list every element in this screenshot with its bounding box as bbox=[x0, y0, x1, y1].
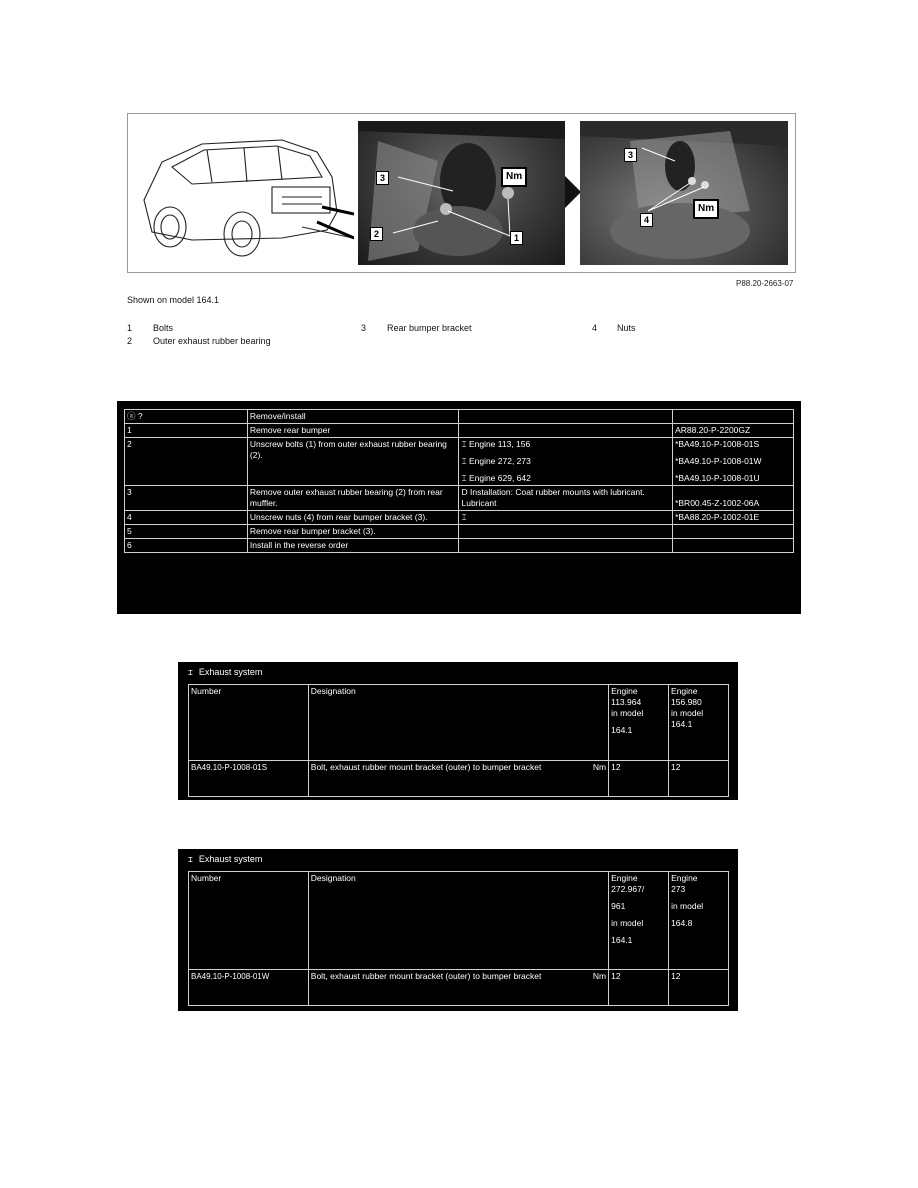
ref-link[interactable]: *BA49.10-P-1008-01W bbox=[675, 456, 762, 466]
step-ref[interactable]: AR88.20-P-2200GZ bbox=[673, 424, 794, 438]
step-number: 1 bbox=[125, 424, 248, 438]
legend-text-1: Bolts bbox=[153, 323, 174, 333]
col-designation: Designation bbox=[308, 685, 608, 761]
torque-number: BA49.10-P-1008-01S bbox=[189, 761, 309, 797]
note-installation: D Installation: Coat rubber mounts with lubricant. bbox=[461, 487, 645, 497]
step-ref[interactable]: *BA88.20-P-1002-01E bbox=[673, 511, 794, 525]
legend-num-3: 3 bbox=[361, 323, 367, 333]
step-notes bbox=[459, 438, 673, 486]
header-cell-title: Remove/install bbox=[247, 410, 459, 424]
step-number: 3 bbox=[125, 486, 248, 511]
step-number: 4 bbox=[125, 511, 248, 525]
torque-unit: Nm bbox=[592, 971, 607, 981]
step-number: 2 bbox=[125, 438, 248, 486]
header-cell-refs bbox=[673, 410, 794, 424]
step-action: Remove rear bumper bracket (3). bbox=[247, 525, 459, 539]
note-engine-c: ⌶ Engine 629, 642 bbox=[461, 473, 531, 483]
header-cell-icon: ⓐ ? bbox=[125, 410, 248, 424]
table-row bbox=[125, 486, 794, 511]
torque-value-b: 12 bbox=[669, 761, 729, 797]
table-row bbox=[125, 511, 794, 525]
ref-link[interactable]: *BA49.10-P-1008-01S bbox=[675, 439, 760, 449]
torque-unit: Nm bbox=[592, 762, 607, 772]
legend-text-3: Rear bumper bracket bbox=[387, 323, 472, 333]
nm-label: Nm bbox=[501, 167, 527, 187]
procedure-table-panel bbox=[117, 401, 801, 614]
step-notes bbox=[459, 539, 673, 553]
step-action: Install in the reverse order bbox=[247, 539, 459, 553]
step-notes bbox=[459, 525, 673, 539]
torque-table-panel-2 bbox=[178, 849, 738, 1011]
torque-table-title: ⌶ Exhaust system bbox=[188, 854, 263, 864]
note-engine-a: ⌶ Engine 113, 156 bbox=[461, 439, 531, 449]
torque-value-a: 12 bbox=[609, 970, 669, 1006]
step-refs bbox=[673, 486, 794, 511]
shown-on-caption: Shown on model 164.1 bbox=[127, 295, 220, 305]
torque-designation: Nm Bolt, exhaust rubber mount bracket (outer) to bumper bracket bbox=[308, 761, 608, 797]
col-engine-b: Engine 156.980 in model 164.1 bbox=[669, 685, 729, 761]
torque-icon: ⌶ bbox=[188, 855, 193, 864]
step-notes bbox=[459, 424, 673, 438]
step-ref bbox=[673, 539, 794, 553]
legend-num-4: 4 bbox=[592, 323, 598, 333]
table-row bbox=[125, 539, 794, 553]
table-row bbox=[125, 438, 794, 486]
nm-label-right: Nm bbox=[693, 199, 719, 219]
step-action: Unscrew bolts (1) from outer exhaust rubber bearing (2). bbox=[247, 438, 459, 486]
table-header-row bbox=[125, 410, 794, 424]
torque-number: BA49.10-P-1008-01W bbox=[189, 970, 309, 1006]
torque-designation: Nm Bolt, exhaust rubber mount bracket (outer) to bumper bracket bbox=[308, 970, 608, 1006]
col-number: Number bbox=[189, 872, 309, 970]
step-action: Unscrew nuts (4) from rear bumper bracket (3). bbox=[247, 511, 459, 525]
col-engine-a: Engine 272.967/ 961 in model 164.1 bbox=[609, 872, 669, 970]
torque-header-row bbox=[189, 685, 729, 761]
torque-header-row bbox=[189, 872, 729, 970]
step-ref bbox=[673, 525, 794, 539]
col-designation: Designation bbox=[308, 872, 608, 970]
ref-link[interactable]: *BA49.10-P-1008-01U bbox=[675, 473, 760, 483]
table-row bbox=[125, 424, 794, 438]
procedure-table bbox=[124, 409, 794, 553]
bumper-bracket-photo bbox=[580, 121, 788, 265]
legend-num-2: 2 bbox=[127, 336, 133, 346]
arrow-right-icon bbox=[565, 176, 581, 208]
vehicle-illustration bbox=[132, 122, 354, 264]
figure-code: P88.20-2663-07 bbox=[736, 279, 794, 288]
col-number: Number bbox=[189, 685, 309, 761]
step-notes: ⌶ bbox=[459, 511, 673, 525]
legend-text-2: Outer exhaust rubber bearing bbox=[153, 336, 271, 346]
legend-num-1: 1 bbox=[127, 323, 133, 333]
torque-icon: ⌶ bbox=[188, 668, 193, 677]
step-refs bbox=[673, 438, 794, 486]
ref-link[interactable]: *BR00.45-Z-1002-06A bbox=[675, 498, 760, 508]
step-action: Remove rear bumper bbox=[247, 424, 459, 438]
col-engine-b: Engine 273 in model 164.8 bbox=[669, 872, 729, 970]
step-notes bbox=[459, 486, 673, 511]
note-lubricant: Lubricant bbox=[461, 498, 497, 508]
header-cell-notes bbox=[459, 410, 673, 424]
callout-3-right: 3 bbox=[624, 148, 637, 162]
step-action: Remove outer exhaust rubber bearing (2) from rear muffler. bbox=[247, 486, 459, 511]
callout-2: 2 bbox=[370, 227, 383, 241]
torque-table-title: ⌶ Exhaust system bbox=[188, 667, 263, 677]
exhaust-mount-photo bbox=[358, 121, 565, 265]
legend-text-4: Nuts bbox=[617, 323, 636, 333]
torque-value-b: 12 bbox=[669, 970, 729, 1006]
col-engine-a: Engine 113.964 in model 164.1 bbox=[609, 685, 669, 761]
torque-table-2 bbox=[188, 871, 729, 1006]
table-row bbox=[125, 525, 794, 539]
table-row bbox=[189, 761, 729, 797]
torque-value-a: 12 bbox=[609, 761, 669, 797]
callout-4: 4 bbox=[640, 213, 653, 227]
note-engine-b: ⌶ Engine 272, 273 bbox=[461, 456, 531, 466]
torque-table-1 bbox=[188, 684, 729, 797]
callout-3: 3 bbox=[376, 171, 389, 185]
table-row bbox=[189, 970, 729, 1006]
torque-table-panel-1 bbox=[178, 662, 738, 800]
figure-illustration bbox=[127, 113, 796, 273]
callout-1: 1 bbox=[510, 231, 523, 245]
step-number: 6 bbox=[125, 539, 248, 553]
step-number: 5 bbox=[125, 525, 248, 539]
